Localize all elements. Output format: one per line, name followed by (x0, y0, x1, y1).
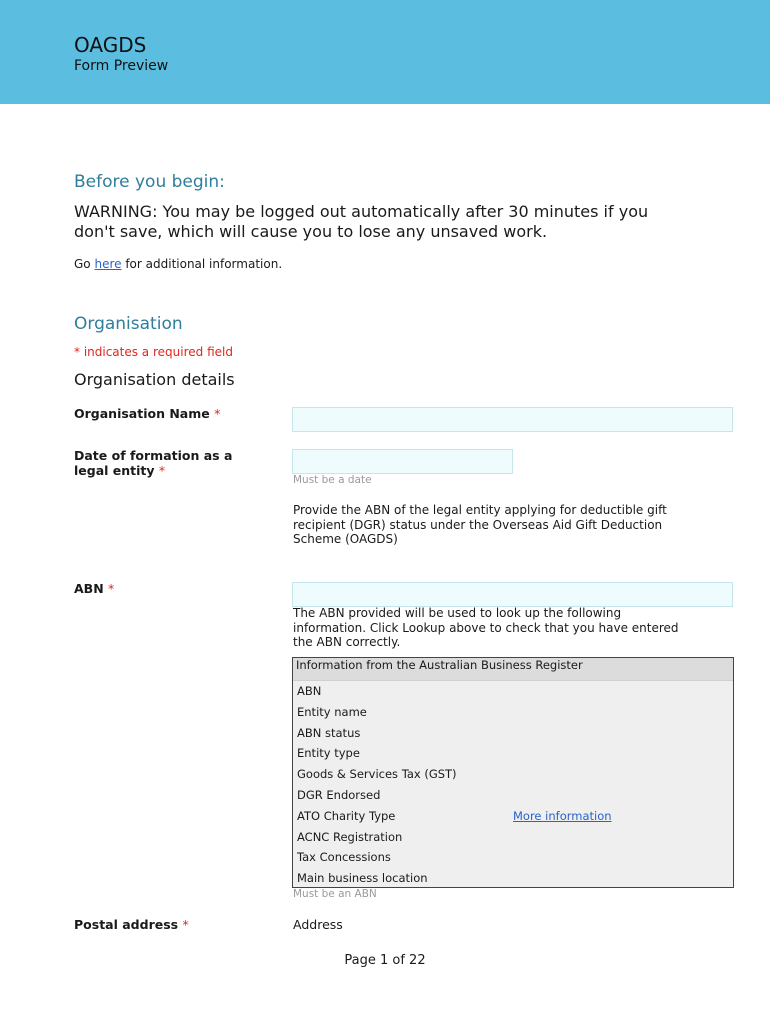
here-link[interactable]: here (94, 257, 122, 271)
abn-input[interactable] (292, 582, 733, 607)
date-of-formation-input[interactable] (292, 449, 513, 474)
page-indicator: Page 1 of 22 (344, 953, 426, 968)
abn-hint: Must be an ABN (293, 888, 377, 900)
abr-row-gst: Goods & Services Tax (GST) (297, 767, 457, 782)
abr-row-entity-type: Entity type (297, 746, 360, 761)
abr-row-label: ATO Charity Type (297, 808, 396, 823)
abr-table-header: Information from the Australian Business Register (293, 658, 733, 681)
organisation-name-label: Organisation Name * (74, 406, 221, 421)
before-you-begin-heading: Before you begin: (74, 172, 225, 192)
organisation-details-heading: Organisation details (74, 370, 235, 389)
abr-row-abn-status: ABN status (297, 725, 361, 740)
required-marker: * (158, 463, 166, 478)
date-of-formation-label: Date of formation as a legal entity * (74, 448, 233, 478)
postal-address-sublabel: Address (293, 917, 343, 932)
date-hint: Must be a date (293, 474, 372, 486)
abr-row-ato-charity-type (293, 806, 733, 827)
abr-row-tax-concessions: Tax Concessions (297, 850, 391, 865)
abr-row-acnc-registration: ACNC Registration (297, 829, 403, 844)
required-field-note: * indicates a required field (74, 345, 233, 359)
logout-warning: WARNING: You may be logged out automatically after 30 minutes if you don't save, which will cause you to lose any unsaved work. (74, 202, 649, 241)
required-marker: * (108, 581, 115, 596)
abr-row-abn: ABN (297, 684, 322, 698)
abn-intro-text: Provide the ABN of the legal entity applying for deductible gift recipient (DGR) status under the Overseas Aid Gift Deduction Scheme (OAGDS) (293, 503, 667, 547)
abr-info-table (292, 657, 734, 888)
info-prefix: Go (74, 257, 95, 271)
organisation-heading: Organisation (74, 314, 183, 334)
abn-help-text: The ABN provided will be used to look up the following information. Click Lookup above to check that you have entered the ABN correctly. (293, 606, 679, 650)
abr-row-dgr-endorsed: DGR Endorsed (297, 787, 381, 802)
page-header (0, 0, 770, 104)
required-marker: * (214, 406, 221, 421)
required-marker: * (182, 917, 189, 932)
organisation-name-input[interactable] (292, 407, 733, 432)
app-title: OAGDS (74, 33, 147, 57)
postal-address-label: Postal address * (74, 917, 189, 932)
info-suffix: for additional information. (121, 257, 283, 271)
abn-label: ABN * (74, 581, 115, 596)
more-information-link[interactable]: More information (513, 808, 612, 823)
abr-row-main-business-location: Main business location (297, 871, 428, 886)
abr-row-entity-name: Entity name (297, 704, 367, 719)
additional-info-line (74, 257, 282, 271)
app-subtitle: Form Preview (74, 58, 169, 74)
